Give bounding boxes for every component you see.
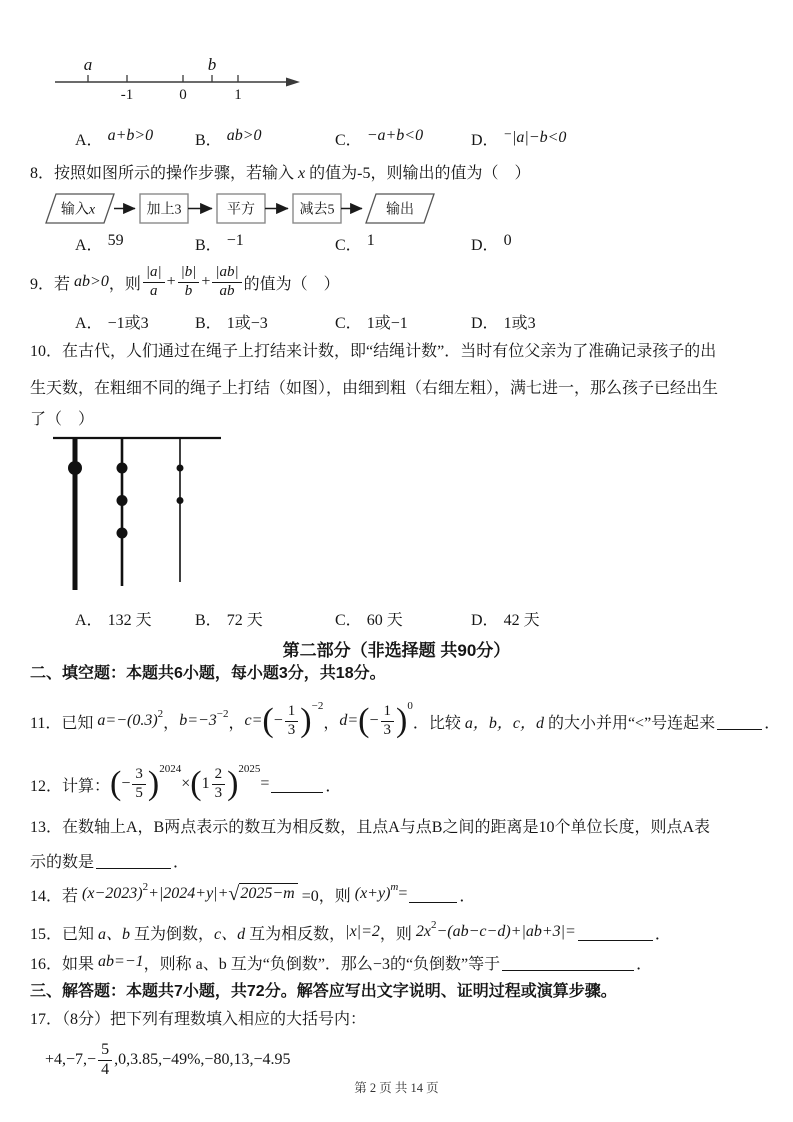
- q9-option-a: [75, 310, 149, 333]
- exponent: 2: [142, 881, 149, 893]
- period: ．: [459, 887, 476, 905]
- fraction-one-third: [285, 704, 299, 739]
- q10-option-d: [471, 607, 540, 630]
- option-value: a+b>0: [107, 127, 154, 144]
- plus-sign: +: [166, 273, 176, 290]
- exponent: 2025: [238, 763, 261, 775]
- option-value: −1或3: [107, 315, 149, 332]
- part2-heading: 第二部分（非选择题 共90分）: [282, 641, 511, 660]
- fraction-denominator: ab: [219, 282, 235, 299]
- rope-counting-figure: [45, 428, 235, 603]
- flow-step1-label: 加上3: [146, 202, 182, 218]
- q14-term3: (x+y): [354, 885, 391, 902]
- option-key: A．: [75, 132, 103, 149]
- fraction-abs-b: [178, 265, 200, 300]
- q8-option-d: [471, 232, 512, 255]
- q14-term2: +|2024+y|+: [148, 885, 229, 902]
- q15-text2: 互为相反数，: [245, 925, 346, 943]
- radical-icon: √: [228, 883, 240, 905]
- fraction-denominator: 5: [135, 784, 143, 801]
- fraction-numerator: 1: [285, 704, 299, 722]
- option-key: C．: [335, 132, 362, 149]
- q8-option-b: [195, 232, 244, 255]
- exponent: −2: [311, 700, 324, 712]
- q11-def-b: b=−3: [179, 712, 217, 729]
- q15-cond: |x|=2: [345, 923, 380, 940]
- page-footer: 第 2 页 共 14 页: [354, 1081, 439, 1095]
- q9-text-mid: ，则: [108, 275, 141, 293]
- exponent: 2024: [159, 763, 182, 775]
- knot-icon: [117, 528, 128, 539]
- q9-option-c: [335, 310, 408, 333]
- q10-line2: 生天数，在粗细不同的绳子上打结（如图），由细到粗（右细左粗），满七进一，那么孩子已经出生: [30, 380, 719, 397]
- knot-icon: [117, 463, 128, 474]
- minus-sign: −: [273, 712, 283, 729]
- q14-stem: [30, 878, 475, 910]
- option-value: ⁻|a|−b<0: [503, 129, 567, 146]
- q8-text-pre: 8．按照如图所示的操作步骤，若输入: [30, 165, 299, 182]
- q9-option-d: [471, 310, 536, 333]
- q15-vars2: c、d: [214, 925, 246, 943]
- q13-text: 示的数是: [30, 853, 95, 871]
- numberline-label-a: a: [83, 55, 93, 74]
- q10-line1: 10．在古代，人们通过在绳子上打结来计数，即“结绳计数”．当时有位父亲为了准确记录孩子的出: [30, 343, 717, 360]
- answer-blank: [502, 970, 634, 971]
- q10-option-c: [335, 607, 403, 630]
- option-value: 1或−3: [226, 315, 268, 332]
- q10-option-b: [195, 607, 263, 630]
- option-value: −1: [226, 232, 244, 249]
- q9-text-post: 的值为（ ）: [243, 275, 340, 293]
- fraction-abs-a: [143, 265, 165, 300]
- right-paren: ): [300, 701, 312, 739]
- left-paren: (: [358, 701, 370, 739]
- q15-vars1: a、b: [98, 925, 131, 943]
- flow-input-text: 输入: [60, 202, 89, 218]
- knot-icon: [177, 465, 184, 472]
- q8-flowchart: [40, 188, 440, 230]
- flow-step3-label: 减去5: [299, 202, 335, 218]
- q13-line1: 13．在数轴上A，B两点表示的数互为相反数，且点A与点B之间的距离是10个单位长度，则点A表: [30, 819, 711, 836]
- knot-icon: [68, 461, 82, 475]
- q11-text-pre: 11．已知: [30, 714, 98, 732]
- q7-option-d: [471, 127, 566, 150]
- q15-term: 2x: [415, 923, 431, 940]
- period: ．: [654, 925, 671, 943]
- fraction-denominator: 3: [214, 784, 223, 801]
- q7-option-b: [195, 127, 261, 150]
- option-value: 72 天: [226, 612, 263, 629]
- q17-numbers-pre: +4,−7,−: [45, 1051, 97, 1068]
- numberline-label-1: 1: [234, 87, 242, 103]
- option-key: D．: [471, 237, 499, 254]
- plus-sign: +: [201, 273, 211, 290]
- q12-text-pre: 12．计算：: [30, 777, 111, 795]
- option-key: A．: [75, 612, 103, 629]
- q11-def-a: a=−(0.3): [97, 712, 158, 729]
- q9-condition: ab>0: [74, 273, 109, 290]
- q14-term1: (x−2023): [82, 885, 143, 902]
- q10-option-a: [75, 607, 152, 630]
- fraction-two-thirds: [212, 767, 226, 802]
- q16-text-post: ，则称 a、b 互为“负倒数”．那么−3的“负倒数”等于: [143, 955, 501, 973]
- option-value: 1或−1: [366, 315, 408, 332]
- knot-icon: [117, 495, 128, 506]
- exponent: −2: [216, 708, 229, 720]
- comma: ，: [323, 714, 340, 732]
- q16-stem: [30, 948, 652, 976]
- fraction-denominator: 4: [101, 1060, 110, 1078]
- q8-stem: [30, 164, 530, 184]
- q11-text-post1: ．比较: [412, 714, 465, 732]
- axis-arrowhead-icon: [286, 78, 300, 87]
- q9-text-pre: 9．若: [30, 275, 75, 293]
- comma: ，: [163, 714, 180, 732]
- option-value: 1: [366, 232, 375, 249]
- fraction-denominator: a: [149, 282, 158, 299]
- answer-blank: [271, 792, 323, 793]
- q11-text-post2: 的大小并用“<”号连起来: [543, 714, 716, 732]
- radicand: 2025−m: [239, 883, 297, 903]
- period: ．: [636, 955, 653, 973]
- q10-options-row: [0, 607, 793, 629]
- q15-expression: −(ab−c−d)+|ab+3|=: [436, 923, 576, 940]
- option-key: A．: [75, 315, 103, 332]
- q7-option-a: [75, 127, 153, 150]
- q12-mixed-whole: 1: [201, 775, 210, 792]
- q7-option-c: [335, 127, 423, 150]
- q7-options-row: [0, 127, 793, 149]
- right-paren: ): [396, 701, 408, 739]
- fraction-numerator: 5: [98, 1042, 112, 1061]
- option-value: 60 天: [366, 612, 403, 629]
- q17-numbers-post: ,0,3.85,−49%,−80,13,−4.95: [114, 1051, 291, 1068]
- fraction-numerator: |ab|: [212, 265, 241, 283]
- option-value: ab>0: [226, 127, 262, 144]
- exponent: 0: [407, 700, 413, 712]
- minus-sign: −: [121, 775, 131, 792]
- numberline-label-minus1: -1: [120, 87, 134, 103]
- option-key: B．: [195, 612, 222, 629]
- q11-stem: [30, 696, 780, 746]
- exponent: 2: [157, 708, 164, 720]
- knot-icon: [177, 497, 184, 504]
- q14-text-pre: 14．若: [30, 887, 83, 905]
- numberline-figure: [42, 46, 312, 102]
- fraction-denominator: 3: [287, 721, 296, 738]
- option-key: D．: [471, 132, 499, 149]
- q9-stem: [30, 258, 340, 306]
- fraction-numerator: 1: [381, 704, 395, 722]
- option-key: D．: [471, 315, 499, 332]
- fraction-three-fifths: [132, 767, 146, 802]
- times-sign: ×: [181, 775, 191, 792]
- fraction-numerator: |a|: [143, 265, 165, 283]
- option-key: B．: [195, 132, 222, 149]
- exponent: 2: [431, 919, 437, 931]
- option-value: −a+b<0: [366, 127, 424, 144]
- exponent-m: m: [390, 881, 399, 893]
- option-value: 59: [107, 232, 124, 249]
- q9-options-row: [0, 310, 793, 332]
- answer-blank: [409, 902, 457, 903]
- ropes-group: [68, 438, 184, 590]
- fraction-numerator: 3: [132, 767, 146, 785]
- q15-text3: ，则: [379, 925, 416, 943]
- answer-blank: [717, 729, 762, 730]
- q12-stem: [30, 758, 341, 810]
- option-value: 132 天: [107, 612, 152, 629]
- fraction-denominator: b: [184, 282, 193, 299]
- q8-options-row: [0, 232, 793, 254]
- q17-title: 17．（8分）把下列有理数填入相应的大括号内：: [30, 1011, 367, 1028]
- option-value: 42 天: [503, 612, 540, 629]
- flow-input-var: x: [88, 202, 96, 218]
- period: ．: [173, 853, 190, 871]
- left-paren: (: [262, 701, 274, 739]
- flow-step2-label: 平方: [227, 202, 255, 218]
- fraction-five-fourths: [98, 1042, 112, 1079]
- q9-option-b: [195, 310, 268, 333]
- equals-sign: =: [398, 885, 408, 902]
- minus-sign: −: [369, 712, 379, 729]
- answer-blank: [96, 868, 171, 869]
- q15-text-pre: 15．已知: [30, 925, 99, 943]
- q8-option-a: [75, 232, 124, 255]
- q8-option-c: [335, 232, 375, 255]
- period: ．: [764, 714, 781, 732]
- left-paren: (: [190, 764, 202, 802]
- period: ．: [325, 777, 342, 795]
- fraction-one-third: [381, 704, 395, 739]
- q16-text-pre: 16．如果: [30, 955, 99, 973]
- option-key: C．: [335, 315, 362, 332]
- q14-text-mid: =0，则: [297, 887, 355, 905]
- option-key: C．: [335, 612, 362, 629]
- equals-sign: =: [260, 775, 270, 792]
- fraction-numerator: 2: [212, 767, 226, 785]
- fill-in-section-heading: 二、填空题：本题共6小题，每小题3分，共18分。: [30, 665, 386, 682]
- option-key: B．: [195, 315, 222, 332]
- option-value: 1或3: [503, 315, 536, 332]
- right-paren: ): [227, 764, 239, 802]
- square-root: [228, 883, 297, 905]
- q11-def-c: c=: [244, 712, 263, 729]
- right-paren: ): [147, 764, 160, 802]
- option-key: B．: [195, 237, 222, 254]
- comma: ，: [228, 714, 245, 732]
- q11-def-d: d=: [339, 712, 359, 729]
- option-value: 0: [503, 232, 512, 249]
- fraction-numerator: |b|: [178, 265, 200, 283]
- q11-vars: a，b，c，d: [464, 714, 544, 732]
- numberline-label-b: b: [207, 55, 217, 74]
- q8-text-post: 的值为-5，则输出的值为（ ）: [305, 165, 531, 182]
- q8-var-x: x: [298, 165, 306, 182]
- option-key: A．: [75, 237, 103, 254]
- flow-input-label: [61, 202, 96, 218]
- fraction-denominator: 3: [383, 721, 391, 738]
- option-key: D．: [471, 612, 499, 629]
- fraction-abs-ab: [212, 265, 241, 300]
- numberline-label-0: 0: [179, 87, 187, 103]
- q13-line2: [30, 848, 189, 872]
- q15-stem: [30, 918, 671, 946]
- q17-number-list: [45, 1036, 290, 1084]
- option-key: C．: [335, 237, 362, 254]
- q10-line3: 了（ ）: [30, 411, 95, 428]
- answer-blank: [578, 940, 653, 941]
- q16-cond: ab=−1: [98, 953, 144, 970]
- left-paren: (: [110, 764, 122, 802]
- solution-section-heading: 三、解答题：本题共7小题，共72分。解答应写出文字说明、证明过程或演算步骤。: [30, 983, 617, 1000]
- q15-text1: 互为倒数，: [130, 925, 215, 943]
- flow-output-label: 输出: [386, 202, 414, 218]
